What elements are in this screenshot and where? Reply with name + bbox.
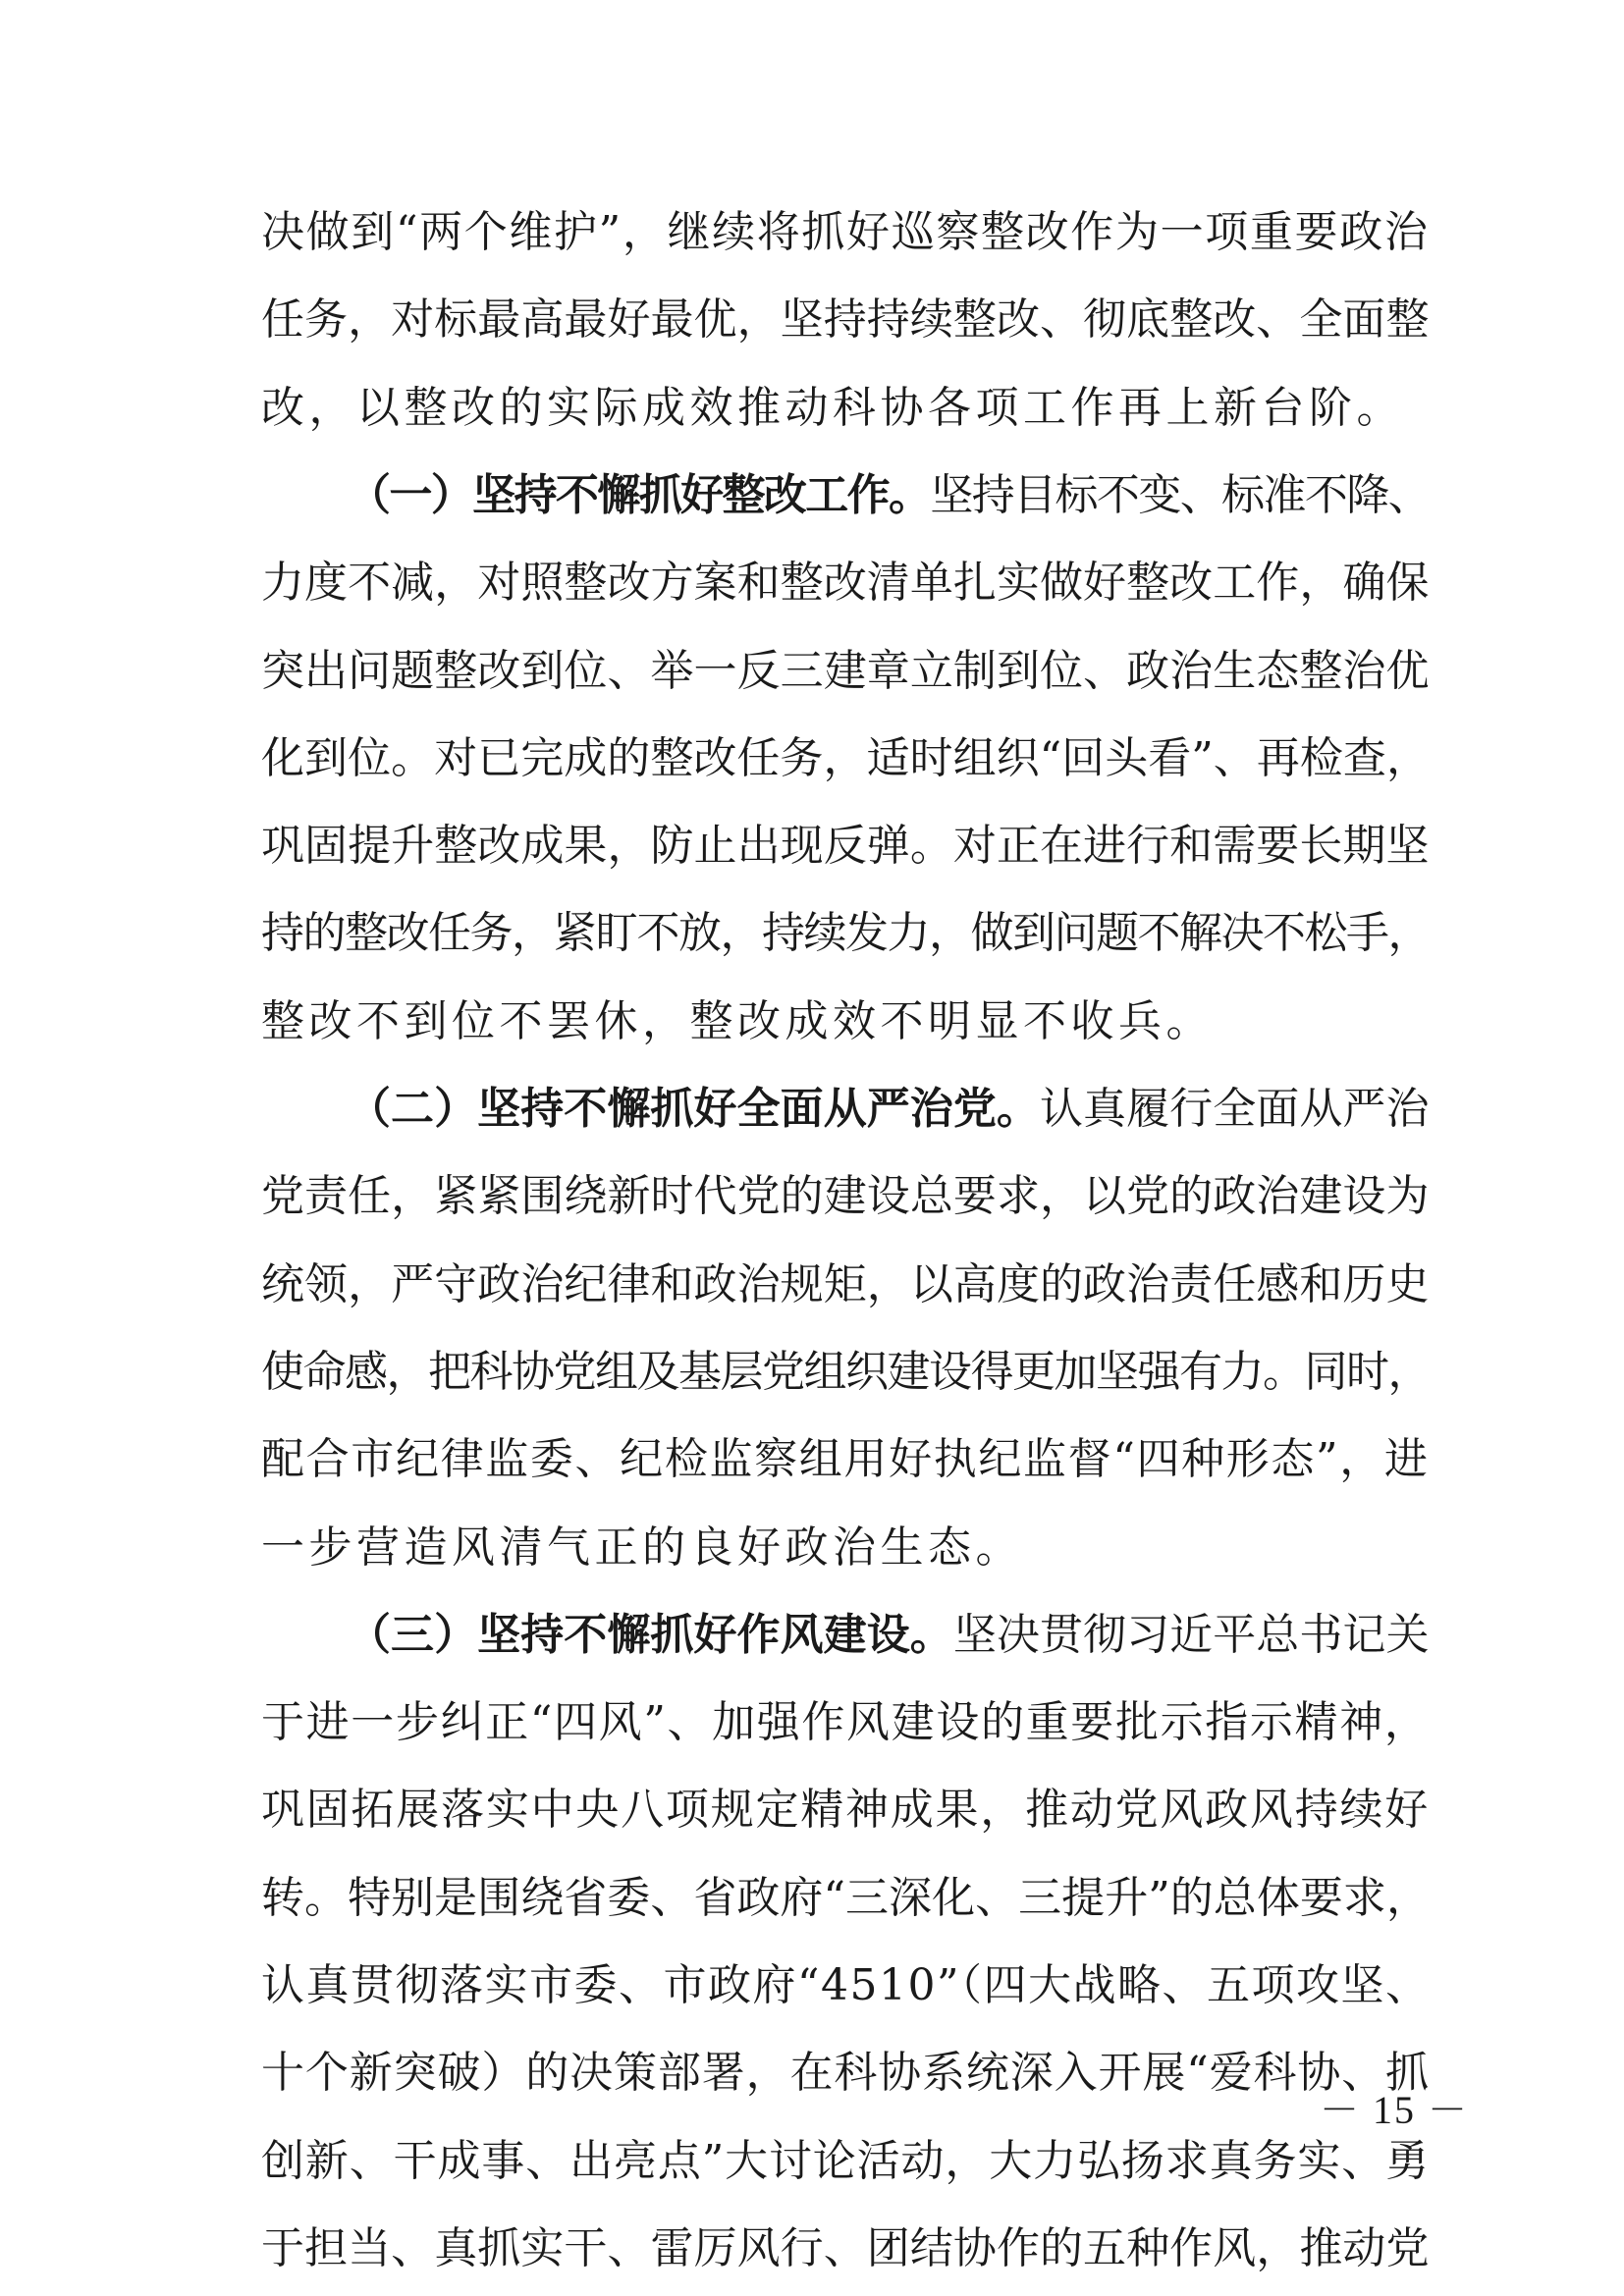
paragraph-line bbox=[261, 2205, 1430, 2293]
line-text: 力度不减，对照整改方案和整改清单扎实做好整改工作，确保 bbox=[261, 558, 1430, 609]
line-text: 配合市纪律监委、纪检监察组用好执纪监督“四种形态”，进 bbox=[261, 1434, 1430, 1485]
paragraph-line bbox=[261, 539, 1430, 627]
paragraph-line bbox=[261, 1942, 1430, 2030]
line-text: 突出问题整改到位、举一反三建章立制到位、政治生态整治优 bbox=[261, 645, 1430, 696]
paragraph-heading-line bbox=[348, 452, 1430, 540]
line-text: 持的整改任务，紧盯不放，持续发力，做到问题不解决不松手， bbox=[261, 908, 1430, 959]
line-text: 巩固拓展落实中央八项规定精神成果，推动党风政风持续好 bbox=[261, 1785, 1430, 1836]
paragraph-line bbox=[261, 276, 1430, 364]
section-heading: （二）坚持不懈抓好全面从严治党。 bbox=[348, 1084, 1040, 1134]
paragraph-line bbox=[261, 1766, 1430, 1854]
line-text: 认真贯彻落实市委、市政府“4510”（四大战略、五项攻坚、 bbox=[261, 1960, 1431, 2010]
line-text: 一步营造风清气正的良好政治生态。 bbox=[261, 1522, 1023, 1573]
section-heading: （一）坚持不懈抓好整改工作。 bbox=[348, 469, 931, 520]
line-text: 转。特别是围绕省委、省政府“三深化、三提升”的总体要求， bbox=[261, 1872, 1430, 1923]
paragraph-line bbox=[261, 1241, 1430, 1329]
line-text: 巩固提升整改成果，防止出现反弹。对正在进行和需要长期坚 bbox=[261, 821, 1430, 872]
line-text: 十个新突破）的决策部署，在科协系统深入开展“爱科协、抓 bbox=[261, 2048, 1430, 2099]
line-text: 统领，严守政治纪律和政治规矩，以高度的政治责任感和历史 bbox=[261, 1258, 1430, 1309]
paragraph-line bbox=[261, 715, 1430, 803]
line-text: 坚持目标不变、标准不降、 bbox=[930, 469, 1431, 520]
paragraph-line bbox=[261, 1328, 1430, 1416]
line-text: 创新、干成事、出亮点”大讨论活动，大力弘扬求真务实、勇 bbox=[261, 2135, 1430, 2186]
line-text: 任务，对标最高最好最优，坚持持续整改、彻底整改、全面整 bbox=[261, 294, 1430, 346]
line-text: 化到位。对已完成的整改任务，适时组织“回头看”、再检查， bbox=[261, 732, 1430, 783]
paragraph-line bbox=[261, 1504, 1430, 1592]
line-text: 党责任，紧紧围绕新时代党的建设总要求，以党的政治建设为 bbox=[261, 1171, 1430, 1222]
paragraph-line bbox=[261, 1679, 1430, 1767]
line-text: 使命感，把科协党组及基层党组织建设得更加坚强有力。同时， bbox=[261, 1346, 1430, 1397]
line-text: 决做到“两个维护”，继续将抓好巡察整改作为一项重要政治 bbox=[261, 207, 1430, 257]
line-text: 坚决贯彻习近平总书记关 bbox=[952, 1609, 1430, 1660]
paragraph-heading-line bbox=[348, 1065, 1430, 1153]
section-heading: （三）坚持不懈抓好作风建设。 bbox=[348, 1609, 953, 1660]
paragraph-line bbox=[261, 889, 1430, 978]
paragraph-line bbox=[261, 2029, 1430, 2117]
page-number: － 15 － bbox=[1320, 2088, 1469, 2132]
line-text: 整改不到位不罢休，整改成效不明显不收兵。 bbox=[261, 995, 1214, 1046]
paragraph-line bbox=[261, 364, 1430, 453]
line-text: 改，以整改的实际成效推动科协各项工作再上新台阶。 bbox=[261, 382, 1404, 433]
paragraph-line bbox=[261, 1152, 1430, 1241]
line-text: 于进一步纠正“四风”、加强作风建设的重要批示指示精神， bbox=[261, 1697, 1430, 1748]
paragraph-line bbox=[261, 188, 1430, 277]
line-text: 于担当、真抓实干、雷厉风行、团结协作的五种作风，推动党 bbox=[261, 2222, 1430, 2273]
paragraph-line bbox=[261, 978, 1430, 1066]
paragraph-line bbox=[261, 1415, 1430, 1504]
paragraph-heading-line bbox=[348, 1591, 1430, 1680]
paragraph-line bbox=[261, 802, 1430, 890]
paragraph-line bbox=[261, 2117, 1430, 2206]
paragraph-line bbox=[261, 1854, 1430, 1943]
paragraph-line bbox=[261, 627, 1430, 716]
line-text: 认真履行全面从严治 bbox=[1039, 1084, 1430, 1134]
